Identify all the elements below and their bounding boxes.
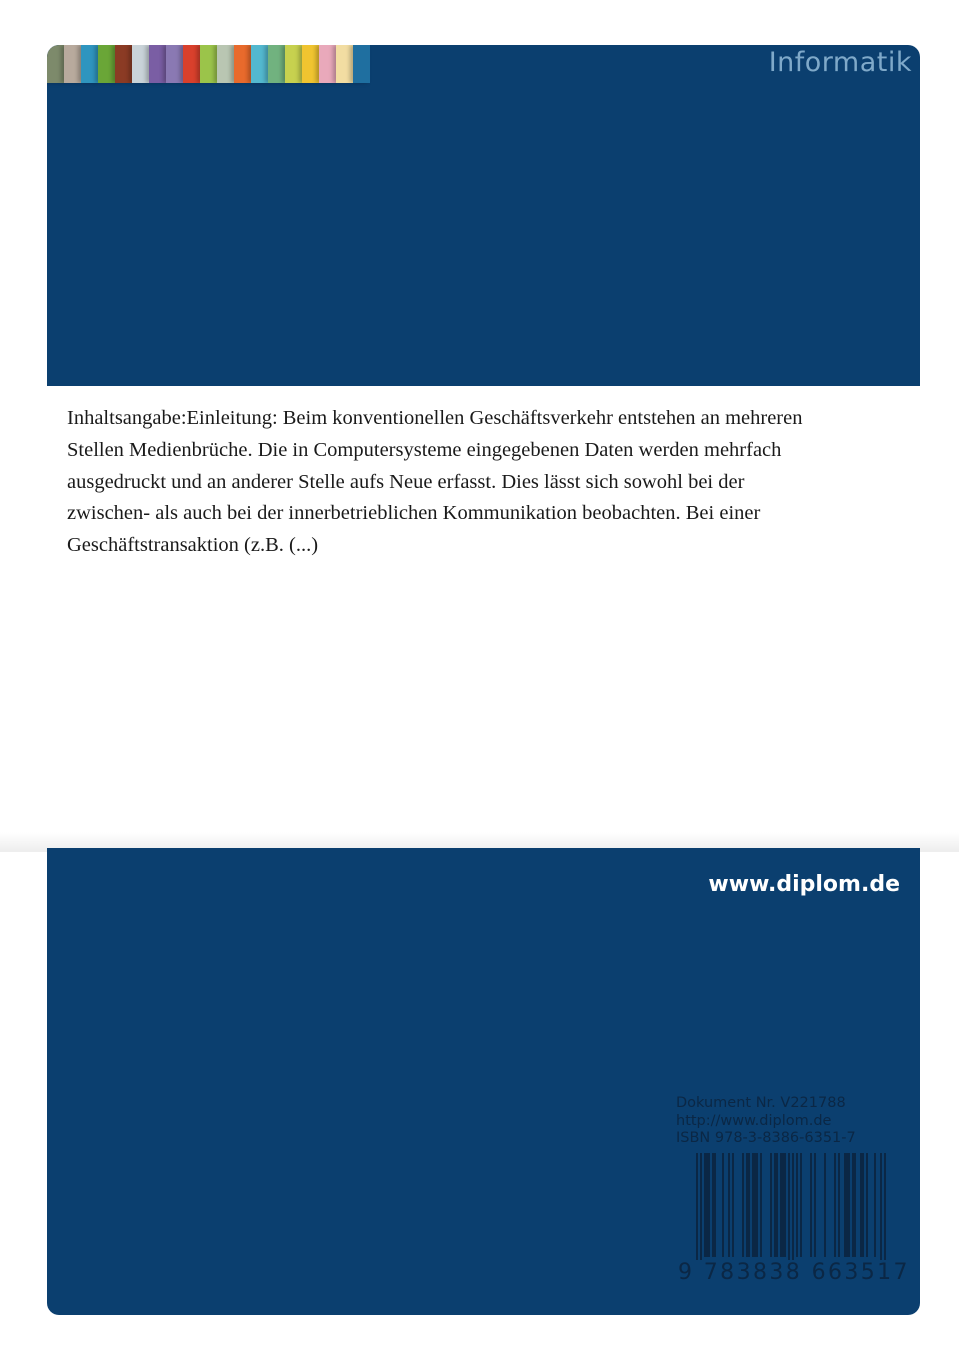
barcode-bar <box>810 1153 812 1257</box>
barcode-bar <box>746 1153 748 1257</box>
color-stripe <box>47 45 64 83</box>
barcode-bar <box>854 1153 856 1257</box>
barcode-bar <box>866 1153 868 1257</box>
barcode-bar <box>776 1153 778 1257</box>
color-stripe <box>285 45 302 83</box>
barcode-bar <box>732 1153 734 1257</box>
color-stripe <box>319 45 336 83</box>
barcode-bar <box>696 1153 698 1271</box>
barcode-bar <box>700 1153 702 1271</box>
color-stripe <box>132 45 149 83</box>
barcode-bar <box>742 1153 744 1257</box>
barcode-bar <box>760 1153 762 1257</box>
barcode-bar <box>846 1153 848 1257</box>
barcode-bar <box>844 1153 846 1257</box>
barcode-bar <box>712 1153 714 1257</box>
barcode-bar <box>770 1153 772 1257</box>
barcode-bar <box>752 1153 754 1257</box>
color-stripe <box>166 45 183 83</box>
barcode-bar <box>788 1153 790 1271</box>
color-stripe <box>200 45 217 83</box>
barcode-bar <box>704 1153 706 1257</box>
color-stripe <box>149 45 166 83</box>
barcode-bar <box>754 1153 756 1257</box>
barcode-bar <box>706 1153 708 1257</box>
barcode-bar <box>722 1153 724 1257</box>
color-stripe <box>336 45 353 83</box>
barcode-bar <box>800 1153 802 1257</box>
color-stripe <box>81 45 98 83</box>
cover-bottom-panel <box>47 848 920 1315</box>
color-stripe <box>217 45 234 83</box>
document-number: Dokument Nr. V221788 <box>676 1095 846 1111</box>
barcode-bar <box>784 1153 786 1257</box>
color-stripe <box>98 45 115 83</box>
barcode-bar <box>824 1153 826 1257</box>
barcode-bar <box>848 1153 850 1257</box>
color-stripe <box>353 45 370 83</box>
barcode-bar <box>714 1153 716 1257</box>
publisher-website[interactable]: www.diplom.de <box>708 872 900 897</box>
barcode-digits: 9 783838 663517 <box>678 1260 910 1285</box>
document-meta <box>676 1095 856 1148</box>
barcode-bar <box>748 1153 750 1257</box>
barcode-bar <box>774 1153 776 1257</box>
barcode-bar <box>884 1153 886 1271</box>
color-stripe <box>302 45 319 83</box>
barcode-bar <box>814 1153 816 1257</box>
color-stripe <box>64 45 81 83</box>
barcode-bar <box>782 1153 784 1257</box>
barcode-bar <box>880 1153 882 1271</box>
barcode-bar <box>862 1153 864 1257</box>
barcode-bar <box>838 1153 840 1257</box>
color-stripe <box>251 45 268 83</box>
color-stripe <box>183 45 200 83</box>
barcode-bar <box>780 1153 782 1257</box>
document-url[interactable]: http://www.diplom.de <box>676 1112 832 1129</box>
barcode-graphic <box>676 1153 902 1273</box>
barcode-bar <box>708 1153 710 1257</box>
color-stripes <box>47 45 370 83</box>
barcode-bar <box>756 1153 758 1257</box>
color-stripe <box>115 45 132 83</box>
barcode-bar <box>796 1153 798 1257</box>
color-stripe <box>234 45 251 83</box>
color-stripe <box>268 45 285 83</box>
category-label: Informatik <box>768 47 912 78</box>
barcode-bar <box>792 1153 794 1271</box>
barcode-bar <box>852 1153 854 1257</box>
barcode-bar <box>728 1153 730 1257</box>
cover-top-panel <box>47 45 920 386</box>
barcode-bar <box>860 1153 862 1257</box>
isbn-text: ISBN 978-3-8386-6351-7 <box>676 1130 856 1146</box>
barcode-bar <box>834 1153 836 1257</box>
barcode-bar <box>874 1153 876 1257</box>
book-blurb: Inhaltsangabe:Einleitung: Beim konventionellen Geschäftsverkehr entstehen an mehreren Stellen Medienbrüche. Die in Computersysteme eingegebenen Daten werden mehrfach ausgedruckt und an anderer Stelle aufs Neue erfasst. Dies lässt sich sowohl bei der zwischen- als auch bei der innerbetrieblichen Kommunikation beobachten. Bei einer Geschäftstransaktion (z.B. (...) <box>67 407 803 557</box>
